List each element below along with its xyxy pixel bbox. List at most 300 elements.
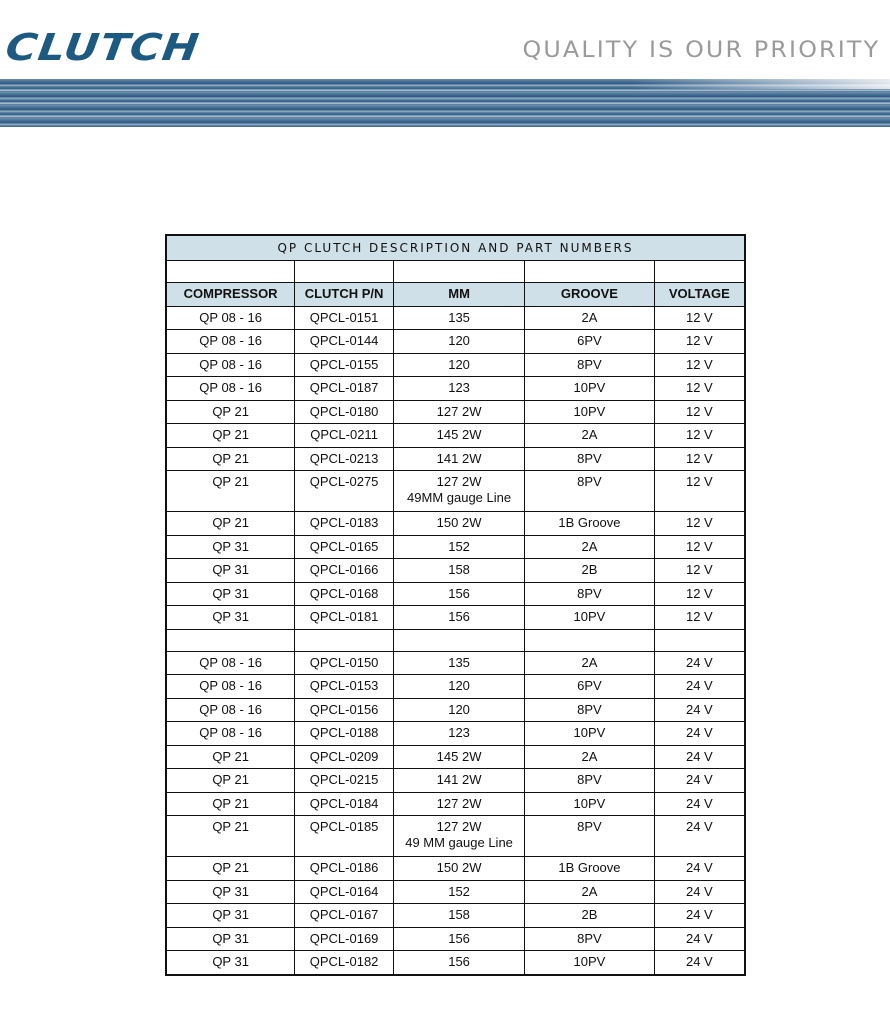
cell-voltage	[654, 651, 745, 675]
cell-voltage-text: 24 V	[685, 795, 713, 811]
cell-compressor-text: QP 31	[212, 609, 249, 624]
cell-mm	[393, 353, 524, 377]
cell-mm	[393, 447, 524, 471]
cell-clutch-pn-text: QPCL-0169	[309, 930, 379, 946]
cell-clutch-pn	[295, 377, 394, 401]
cell-clutch-pn	[295, 722, 394, 746]
cell-clutch-pn	[295, 857, 394, 881]
cell-voltage	[654, 306, 745, 330]
cell-groove-text: 10PV	[573, 795, 606, 811]
cell-voltage-text: 12 V	[685, 538, 713, 554]
cell-groove-text: 10PV	[573, 380, 606, 395]
cell-groove-text: 8PV	[577, 819, 602, 834]
cell-clutch-pn	[295, 353, 394, 377]
cell-groove	[525, 651, 654, 675]
cell-mm	[393, 471, 524, 512]
cell-voltage-text: 24 V	[685, 654, 713, 670]
cell-mm-text: 152	[448, 538, 470, 554]
cell-voltage-text: 12 V	[685, 515, 713, 530]
cell-mm-note: 49 MM gauge Line	[405, 835, 513, 850]
cell-voltage	[654, 535, 745, 559]
cell-groove-text: 8PV	[577, 450, 602, 466]
table-row	[166, 769, 745, 793]
cell-clutch-pn-text: QPCL-0168	[309, 585, 379, 601]
cell-clutch-pn	[295, 424, 394, 448]
cell-clutch-pn	[295, 698, 394, 722]
cell-groove	[525, 606, 654, 630]
cell-mm	[393, 675, 524, 699]
cell-compressor-text: QP 21	[212, 819, 249, 834]
cell-clutch-pn-text: QPCL-0275	[309, 474, 379, 489]
cell-mm-text: 120	[448, 701, 470, 717]
cell-groove	[525, 471, 654, 512]
cell-clutch-pn-text: QPCL-0153	[309, 678, 379, 693]
cell-compressor-text: QP 31	[212, 562, 249, 577]
cell-voltage-text: 24 V	[685, 748, 713, 764]
cell-groove-text: 10PV	[573, 954, 606, 969]
cell-compressor	[166, 535, 295, 559]
cell-compressor	[166, 424, 295, 448]
cell-groove	[525, 816, 654, 857]
cell-clutch-pn	[295, 951, 394, 975]
cell-groove-text: 2A	[581, 654, 598, 670]
cell-voltage-text: 12 V	[685, 474, 713, 489]
table-row	[166, 447, 745, 471]
cell-mm	[393, 535, 524, 559]
table-row	[166, 471, 745, 512]
cell-voltage	[654, 400, 745, 424]
cell-compressor	[166, 651, 295, 675]
cell-clutch-pn-text: QPCL-0144	[309, 333, 379, 348]
cell-mm	[393, 330, 524, 354]
cell-groove-text: 6PV	[577, 678, 602, 693]
cell-groove	[525, 535, 654, 559]
table-row	[166, 745, 745, 769]
cell-voltage	[654, 606, 745, 630]
cell-clutch-pn	[295, 330, 394, 354]
cell-voltage	[654, 904, 745, 928]
col-header-mm: MM	[393, 283, 524, 307]
table-row	[166, 424, 745, 448]
cell-compressor	[166, 880, 295, 904]
cell-mm	[393, 606, 524, 630]
cell-voltage-text: 24 V	[685, 819, 713, 834]
cell-groove-text: 8PV	[577, 930, 602, 946]
cell-groove	[525, 927, 654, 951]
cell-groove-text: 6PV	[577, 333, 602, 348]
cell-mm-text: 141 2W	[436, 772, 482, 787]
cell-voltage	[654, 857, 745, 881]
cell-mm-text: 150 2W	[436, 860, 482, 875]
cell-clutch-pn	[295, 535, 394, 559]
cell-mm-text: 150 2W	[436, 515, 482, 530]
cell-mm-text: 120	[448, 356, 470, 372]
cell-clutch-pn	[295, 880, 394, 904]
cell-mm	[393, 880, 524, 904]
cell-clutch-pn	[295, 675, 394, 699]
cell-voltage-text: 12 V	[685, 562, 713, 577]
cell-voltage	[654, 447, 745, 471]
cell-compressor	[166, 722, 295, 746]
table-row	[166, 698, 745, 722]
table-row	[166, 353, 745, 377]
cell-compressor	[166, 904, 295, 928]
cell-compressor	[166, 792, 295, 816]
cell-groove-text: 2A	[581, 538, 598, 554]
cell-groove-text: 2B	[581, 562, 598, 577]
cell-clutch-pn-text: QPCL-0215	[309, 772, 379, 787]
cell-groove	[525, 512, 654, 536]
cell-mm	[393, 582, 524, 606]
cell-clutch-pn-text: QPCL-0211	[310, 427, 378, 442]
table-row	[166, 651, 745, 675]
cell-mm	[393, 306, 524, 330]
cell-compressor-text: QP 21	[212, 860, 249, 875]
cell-clutch-pn-text: QPCL-0164	[309, 883, 379, 899]
cell-mm-note: 49MM gauge Line	[407, 490, 512, 505]
cell-mm	[393, 745, 524, 769]
cell-voltage	[654, 512, 745, 536]
cell-clutch-pn-text: QPCL-0213	[309, 450, 379, 466]
column-header-row	[166, 283, 745, 307]
cell-voltage-text: 12 V	[685, 403, 713, 419]
cell-mm-text: 158	[448, 562, 470, 577]
table-row	[166, 377, 745, 401]
cell-clutch-pn	[295, 400, 394, 424]
cell-compressor	[166, 857, 295, 881]
cell-compressor-text: QP 21	[212, 474, 249, 489]
cell-groove	[525, 722, 654, 746]
cell-mm	[393, 816, 524, 857]
cell-compressor	[166, 512, 295, 536]
cell-clutch-pn	[295, 904, 394, 928]
cell-mm-text: 123	[448, 725, 470, 740]
cell-mm-text: 127 2W	[436, 474, 482, 489]
cell-groove-text: 2B	[581, 907, 598, 922]
cell-compressor	[166, 377, 295, 401]
cell-mm	[393, 559, 524, 583]
cell-groove-text: 2A	[581, 883, 598, 899]
cell-clutch-pn-text: QPCL-0188	[309, 725, 379, 740]
cell-groove-text: 8PV	[577, 585, 602, 601]
spacer-row	[166, 261, 745, 283]
cell-mm	[393, 951, 524, 975]
cell-compressor-text: QP 08 - 16	[199, 701, 262, 717]
cell-groove-text: 1B Groove	[558, 515, 621, 530]
clutch-parts-table	[165, 234, 746, 976]
table-row	[166, 400, 745, 424]
table-row	[166, 857, 745, 881]
table-row	[166, 582, 745, 606]
cell-mm-text: 120	[448, 333, 470, 348]
cell-clutch-pn-text: QPCL-0184	[309, 795, 379, 811]
cell-groove	[525, 904, 654, 928]
cell-compressor	[166, 698, 295, 722]
cell-groove-text: 8PV	[577, 356, 602, 372]
col-header-groove: GROOVE	[525, 283, 654, 307]
cell-groove-text: 2A	[581, 427, 598, 442]
cell-voltage	[654, 722, 745, 746]
cell-groove	[525, 582, 654, 606]
cell-mm	[393, 792, 524, 816]
table-row	[166, 330, 745, 354]
cell-mm	[393, 424, 524, 448]
header-stripe-banner	[0, 79, 890, 127]
cell-compressor-text: QP 31	[212, 883, 249, 899]
cell-mm-text: 145 2W	[436, 427, 482, 442]
cell-clutch-pn-text: QPCL-0187	[309, 380, 379, 395]
cell-groove	[525, 675, 654, 699]
cell-mm-text: 135	[448, 654, 470, 670]
cell-voltage	[654, 745, 745, 769]
cell-mm-text: 156	[448, 954, 470, 969]
cell-compressor-text: QP 21	[212, 795, 249, 811]
cell-mm-text: 156	[448, 609, 470, 624]
cell-voltage	[654, 377, 745, 401]
clutch-logo: CLUTCH	[2, 26, 203, 69]
cell-voltage	[654, 353, 745, 377]
cell-clutch-pn	[295, 559, 394, 583]
cell-groove-text: 8PV	[577, 474, 602, 489]
tagline: QUALITY IS OUR PRIORITY	[522, 38, 880, 63]
cell-groove	[525, 857, 654, 881]
table-row	[166, 559, 745, 583]
cell-voltage-text: 24 V	[685, 678, 713, 693]
cell-compressor-text: QP 08 - 16	[199, 380, 262, 395]
cell-mm	[393, 512, 524, 536]
cell-groove	[525, 330, 654, 354]
cell-compressor-text: QP 08 - 16	[199, 356, 262, 372]
cell-voltage	[654, 698, 745, 722]
cell-clutch-pn-text: QPCL-0167	[309, 907, 379, 922]
cell-clutch-pn-text: QPCL-0182	[309, 954, 379, 969]
table-title: QP CLUTCH DESCRIPTION AND PART NUMBERS	[166, 235, 745, 261]
cell-groove	[525, 769, 654, 793]
spacer-row	[166, 629, 745, 651]
cell-voltage	[654, 927, 745, 951]
cell-clutch-pn-text: QPCL-0180	[309, 403, 379, 419]
cell-compressor-text: QP 08 - 16	[199, 654, 262, 670]
cell-clutch-pn	[295, 769, 394, 793]
cell-mm-text: 123	[448, 380, 470, 395]
col-header-compressor: COMPRESSOR	[166, 283, 295, 307]
cell-voltage-text: 24 V	[685, 907, 713, 922]
cell-groove	[525, 424, 654, 448]
cell-clutch-pn	[295, 606, 394, 630]
cell-groove-text: 2A	[581, 748, 598, 764]
cell-clutch-pn	[295, 927, 394, 951]
cell-groove	[525, 792, 654, 816]
cell-voltage-text: 12 V	[685, 356, 713, 372]
cell-compressor	[166, 306, 295, 330]
cell-groove-text: 1B Groove	[558, 860, 621, 875]
cell-voltage-text: 12 V	[685, 309, 713, 325]
rows-24v	[166, 651, 745, 975]
cell-voltage-text: 12 V	[685, 427, 713, 442]
cell-mm-text: 127 2W	[436, 795, 482, 811]
cell-voltage	[654, 582, 745, 606]
cell-compressor	[166, 559, 295, 583]
col-header-voltage: VOLTAGE	[654, 283, 745, 307]
cell-voltage-text: 12 V	[685, 609, 713, 624]
cell-voltage	[654, 792, 745, 816]
cell-compressor-text: QP 31	[212, 954, 249, 969]
cell-compressor-text: QP 08 - 16	[199, 333, 262, 348]
cell-compressor-text: QP 21	[212, 450, 249, 466]
cell-clutch-pn	[295, 471, 394, 512]
cell-compressor	[166, 675, 295, 699]
table-title-row	[166, 235, 745, 261]
cell-compressor-text: QP 31	[212, 907, 249, 922]
cell-voltage	[654, 951, 745, 975]
cell-compressor-text: QP 21	[212, 772, 249, 787]
cell-groove	[525, 880, 654, 904]
cell-mm-text: 127 2W	[436, 403, 482, 419]
cell-clutch-pn-text: QPCL-0155	[309, 356, 379, 372]
cell-groove-text: 10PV	[573, 403, 606, 419]
cell-voltage-text: 24 V	[685, 930, 713, 946]
cell-compressor-text: QP 31	[212, 538, 249, 554]
cell-voltage-text: 24 V	[685, 772, 713, 787]
table-row	[166, 904, 745, 928]
cell-mm-text: 152	[448, 883, 470, 899]
table-row	[166, 927, 745, 951]
cell-clutch-pn-text: QPCL-0183	[309, 515, 379, 530]
cell-clutch-pn-text: QPCL-0150	[309, 654, 379, 670]
cell-compressor	[166, 447, 295, 471]
cell-mm-text: 156	[448, 930, 470, 946]
cell-clutch-pn	[295, 792, 394, 816]
cell-compressor	[166, 951, 295, 975]
cell-mm-text: 135	[448, 309, 470, 325]
cell-mm	[393, 857, 524, 881]
cell-compressor-text: QP 31	[212, 930, 249, 946]
table-row	[166, 675, 745, 699]
cell-mm	[393, 377, 524, 401]
cell-clutch-pn-text: QPCL-0165	[309, 538, 379, 554]
cell-compressor-text: QP 21	[212, 403, 249, 419]
cell-clutch-pn-text: QPCL-0209	[309, 748, 379, 764]
cell-voltage-text: 24 V	[685, 701, 713, 717]
cell-clutch-pn	[295, 447, 394, 471]
cell-mm	[393, 400, 524, 424]
cell-groove-text: 8PV	[577, 772, 602, 787]
table-row	[166, 816, 745, 857]
cell-compressor-text: QP 31	[212, 585, 249, 601]
cell-compressor	[166, 582, 295, 606]
cell-mm-text: 158	[448, 907, 470, 922]
cell-voltage	[654, 559, 745, 583]
cell-voltage-text: 12 V	[685, 380, 713, 395]
cell-mm-text: 141 2W	[436, 450, 482, 466]
cell-voltage	[654, 816, 745, 857]
cell-mm	[393, 722, 524, 746]
cell-groove-text: 10PV	[573, 609, 606, 624]
table-row	[166, 535, 745, 559]
cell-clutch-pn-text: QPCL-0185	[309, 819, 379, 834]
cell-clutch-pn-text: QPCL-0186	[309, 860, 379, 875]
cell-groove-text: 2A	[581, 309, 598, 325]
cell-voltage-text: 12 V	[685, 585, 713, 601]
cell-compressor	[166, 330, 295, 354]
cell-clutch-pn-text: QPCL-0181	[309, 609, 379, 624]
cell-clutch-pn-text: QPCL-0156	[309, 701, 379, 717]
cell-mm-text: 120	[448, 678, 470, 693]
cell-voltage-text: 12 V	[685, 450, 713, 466]
cell-voltage-text: 24 V	[685, 954, 713, 969]
cell-voltage	[654, 330, 745, 354]
cell-groove	[525, 951, 654, 975]
table-row	[166, 306, 745, 330]
table-row	[166, 512, 745, 536]
cell-groove-text: 8PV	[577, 701, 602, 717]
cell-groove	[525, 306, 654, 330]
cell-groove	[525, 698, 654, 722]
table-row	[166, 722, 745, 746]
cell-voltage	[654, 769, 745, 793]
cell-groove	[525, 400, 654, 424]
cell-groove	[525, 745, 654, 769]
cell-compressor	[166, 769, 295, 793]
cell-groove	[525, 447, 654, 471]
cell-compressor-text: QP 08 - 16	[199, 678, 262, 693]
cell-compressor	[166, 927, 295, 951]
cell-compressor	[166, 816, 295, 857]
cell-mm	[393, 927, 524, 951]
cell-clutch-pn	[295, 816, 394, 857]
table-row	[166, 792, 745, 816]
cell-compressor-text: QP 21	[212, 748, 249, 764]
cell-voltage	[654, 424, 745, 448]
cell-compressor	[166, 353, 295, 377]
cell-compressor	[166, 606, 295, 630]
cell-mm-text: 145 2W	[436, 748, 482, 764]
cell-clutch-pn	[295, 651, 394, 675]
cell-mm-text: 127 2W	[436, 819, 482, 834]
cell-mm	[393, 698, 524, 722]
cell-groove	[525, 353, 654, 377]
cell-mm	[393, 651, 524, 675]
cell-compressor-text: QP 08 - 16	[199, 309, 262, 325]
cell-compressor	[166, 400, 295, 424]
cell-clutch-pn	[295, 582, 394, 606]
cell-voltage-text: 24 V	[685, 725, 713, 740]
cell-compressor-text: QP 21	[212, 515, 249, 530]
cell-compressor-text: QP 21	[212, 427, 249, 442]
cell-compressor	[166, 471, 295, 512]
cell-compressor	[166, 745, 295, 769]
table-row	[166, 951, 745, 975]
cell-voltage-text: 24 V	[685, 883, 713, 899]
col-header-clutch-pn: CLUTCH P/N	[295, 283, 394, 307]
cell-voltage	[654, 471, 745, 512]
cell-voltage	[654, 675, 745, 699]
cell-clutch-pn	[295, 512, 394, 536]
cell-voltage-text: 24 V	[685, 860, 713, 875]
table-row	[166, 880, 745, 904]
cell-clutch-pn	[295, 306, 394, 330]
cell-mm	[393, 904, 524, 928]
cell-voltage-text: 12 V	[685, 333, 713, 348]
rows-12v	[166, 306, 745, 629]
cell-clutch-pn	[295, 745, 394, 769]
cell-mm	[393, 769, 524, 793]
cell-clutch-pn-text: QPCL-0151	[309, 309, 379, 325]
cell-compressor-text: QP 08 - 16	[199, 725, 262, 740]
table-row	[166, 606, 745, 630]
cell-voltage	[654, 880, 745, 904]
cell-mm-text: 156	[448, 585, 470, 601]
